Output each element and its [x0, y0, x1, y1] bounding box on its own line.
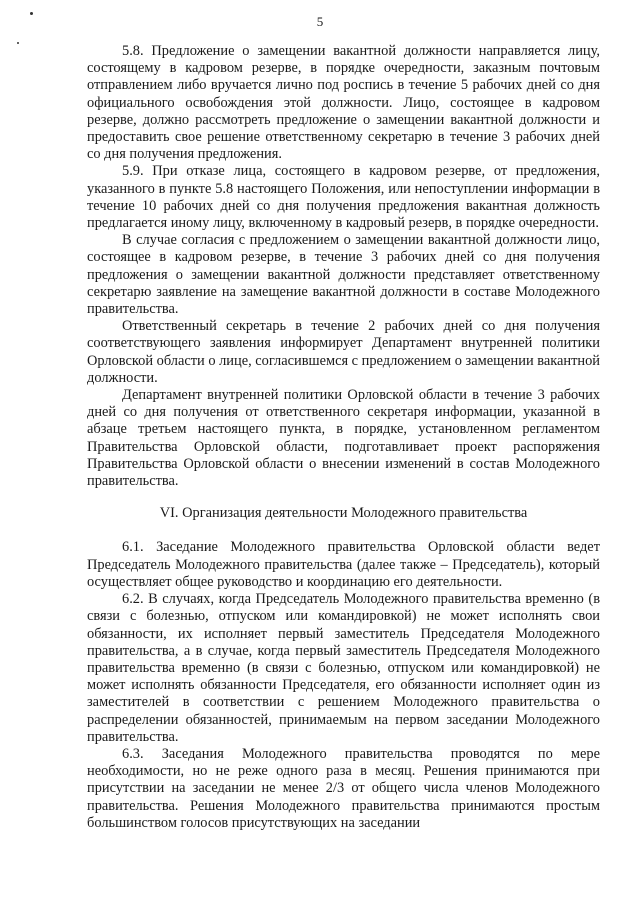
scan-speck — [17, 42, 19, 44]
paragraph-secretary: Ответственный секретарь в течение 2 рабочих дней со дня получения соответствующего заявления информирует Департамент внутренней политики Орловской области о лице, согласившемся с предложением о замещении вакантной должности. — [87, 318, 600, 386]
section-heading: VI. Организация деятельности Молодежного правительства — [159, 505, 528, 522]
paragraph-5-8: 5.8. Предложение о замещении вакантной должности направляется лицу, состоящему в кадровом резерве, в порядке очередности, заказным почтовым отправлением либо вручается лично под роспись в течение 5 рабочих дней со дня официального освобождения этой должности. Лицо, состоящее в кадровом резерве, должно рассмотреть предложение о замещении вакантной должности и предоставить свое решение ответственному секретарю в течение 3 рабочих дней со дня получения предложения. — [87, 43, 600, 163]
paragraph-department: Департамент внутренней политики Орловской области в течение 3 рабочих дней со дня получения от ответственного секретаря информации, указанной в абзаце третьем настоящего пункта, в порядке, установленном регламентом Правительства Орловской области, подготавливает проект распоряжения Правительства Орловской области о внесении изменений в состав Молодежного правительства. — [87, 387, 600, 490]
paragraph-6-2: 6.2. В случаях, когда Председатель Молодежного правительства временно (в связи с болезнью, отпуском или командировкой) не может исполнять свои обязанности, их исполняет первый заместитель Председателя Молодежного правительства, а в случае, когда первый заместитель Председателя Молодежного правительства временно (в связи с болезнью, отпуском или командировкой) не может исполнять обязанности Председателя, его обязанности исполняет один из заместителей в соответствии с решением Молодежного правительства о распределении обязанностей, принимаемым на первом заседании Молодежного правительства. — [87, 591, 600, 745]
paragraph-consent: В случае согласия с предложением о замещении вакантной должности лицо, состоящее в кадровом резерве, в течение 3 рабочих дней со дня получения предложения о замещении вакантной должности представляет ответственному секретарю заявление на замещение вакантной должности в составе Молодежного правительства. — [87, 232, 600, 318]
paragraph-5-9: 5.9. При отказе лица, состоящего в кадровом резерве, от предложения, указанного в пункте 5.8 настоящего Положения, или непоступлении информации в течение 10 рабочих дней со дня получения предложения вакантная должность предлагается иному лицу, включенному в кадровый резерв, в порядке очередности. — [87, 163, 600, 232]
paragraph-6-3: 6.3. Заседания Молодежного правительства проводятся по мере необходимости, но не реже одного раза в месяц. Решения принимаются при присутствии на заседании не менее 2/3 от общего числа членов Молодежного правительства. Решения Молодежного правительства принимаются простым большинством голосов присутствующих на заседании — [87, 745, 600, 831]
document-body — [87, 43, 600, 832]
page-number: 5 — [316, 14, 324, 29]
paragraph-6-1: 6.1. Заседание Молодежного правительства Орловской области ведет Председатель Молодежного правительства (далее также – Председатель), который осуществляет общее руководство и координацию его деятельности. — [87, 539, 600, 590]
